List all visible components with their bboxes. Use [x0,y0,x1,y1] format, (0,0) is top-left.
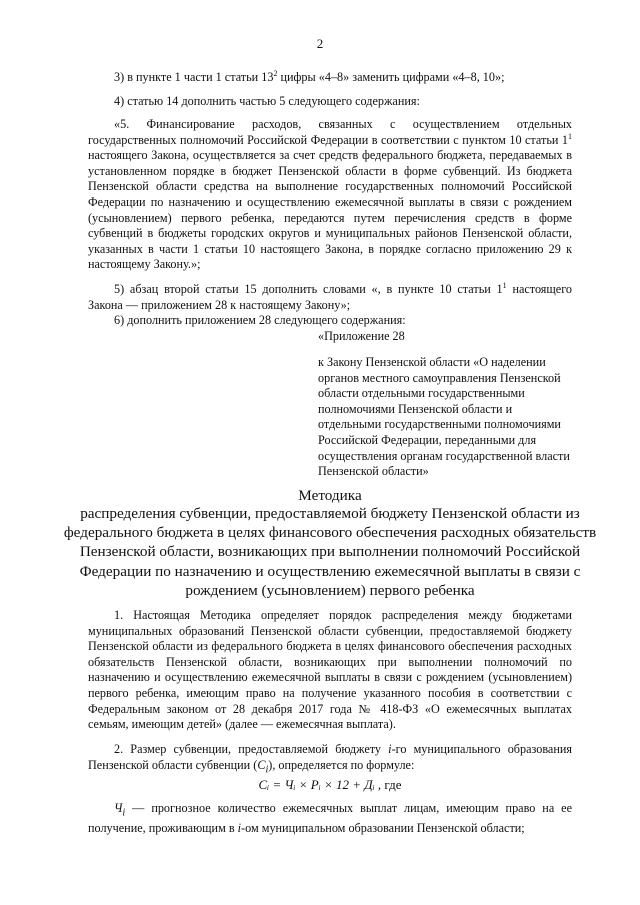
definition-ch [88,801,572,837]
item-5-text-b: настоящего Закона — приложением 28 к настоящему Закону»; [88,282,572,312]
definition-ch-index-i: i [237,821,242,836]
paragraph-2 [88,742,572,778]
item-5-text-a: 5) абзац второй статьи 15 дополнить словами «, в пункте 10 статьи 1 [114,282,503,296]
item-5-paragraph [88,282,572,313]
part-5-paragraph [88,117,572,273]
paragraph-2-symbol-c: C [257,757,266,772]
appendix-heading: «Приложение 28 [318,329,405,343]
paragraph-1: 1. Настоящая Методика определяет порядок распределения между бюджетами муниципальных образований Пензенской области субвенции, предоставляемой бюджету Пензенской области из федерального бюджета в целях финансового обеспечения расходных обязательств Пензенской области, возникающих при выполнении полномочий по назначению и осуществлению ежемесячной выплаты в связи с рождением (усыновлением) первого ребенка, имеющим право на получение указанного пособия в соответствии с Федеральным законом от 28 декабря 2017 года № 418-ФЗ «О ежемесячных выплатах семьям, имеющим детей» (далее — ежемесячная выплата). [88,608,572,732]
formula-expression: Cᵢ = Чᵢ × Pᵢ × 12 + Дᵢ , [258,777,382,792]
paragraph-2-text-b: -го муниципального образования Пензенской области субвенции ( [88,742,572,772]
item-3-text-b: цифры «4–8» заменить цифрами «4–8, 10»; [277,70,505,84]
item-6-paragraph: 6) дополнить приложением 28 следующего содержания: [114,313,406,327]
paragraph-2-text-a: 2. Размер субвенции, предоставляемой бюджету [114,742,389,756]
item-3-paragraph [88,70,572,86]
paragraph-2-symbol-c-index: i [265,764,269,776]
item-3-superscript: 2 [273,69,278,78]
formula-suffix: где [381,777,402,792]
definition-ch-text-b: -ом муниципальном образовании Пензенской области; [241,821,525,836]
appendix-reference: к Закону Пензенской области «О наделении органов местного самоуправления Пензенской области отдельными государственными полномочиями Пензенской области и отдельными государственными полномочиями Российской Федерации, переданными для осуществления органам государственной власти Пензенской области» [318,355,570,479]
part-5-text-a: «5. Финансирование расходов, связанных с осуществлением отдельных государственных полномочий Российской Федерации в соответствии с пунктом 10 статьи 1 [88,117,572,147]
item-5-superscript: 1 [502,281,507,290]
part-5-text-b: настоящего Закона, осуществляется за счет средств федерального бюджета, передаваемых в установленном порядке в бюджет Пензенской области в форме субвенций. Из бюджета Пензенской области средства на выполнение государственных полномочий Российской Федерации по назначению и осуществлению ежемесячной выплаты в связи с рождением (усыновлением) первого ребенка, передаются путем перечисления средств в форме субвенций в бюджеты городских округов и муниципальных районов Пензенской области, указанных в части 1 статьи 10 настоящего Закона, в порядке согласно приложению 29 к настоящему Закону.»; [88,148,572,272]
method-subtitle: распределения субвенции, предоставляемой бюджету Пензенской области из федерального бюджета в целях финансового обеспечения расходных обязательств Пензенской области, возникающих при выполнении полномочий Российской Федерации по назначению и осуществлению ежемесячной выплаты в связи с рождением (усыновлением) первого ребенка [63,505,597,599]
paragraph-2-index-i: i [388,742,392,756]
method-title: Методика [298,487,362,504]
definition-ch-index: i [122,807,126,819]
page-number: 2 [316,36,324,51]
item-3-text-a: 3) в пункте 1 части 1 статьи 13 [114,70,274,84]
definition-ch-symbol: Ч [114,801,123,815]
subvention-formula [88,777,572,793]
paragraph-2-text-d: ), определяется по формуле: [268,757,415,772]
item-4-paragraph: 4) статью 14 дополнить частью 5 следующего содержания: [114,94,420,108]
definition-ch-text-a: — прогнозное количество ежемесячных выплат лицам, имеющим право на ее получение, проживающим в [88,801,572,836]
part-5-superscript: 1 [568,131,572,141]
